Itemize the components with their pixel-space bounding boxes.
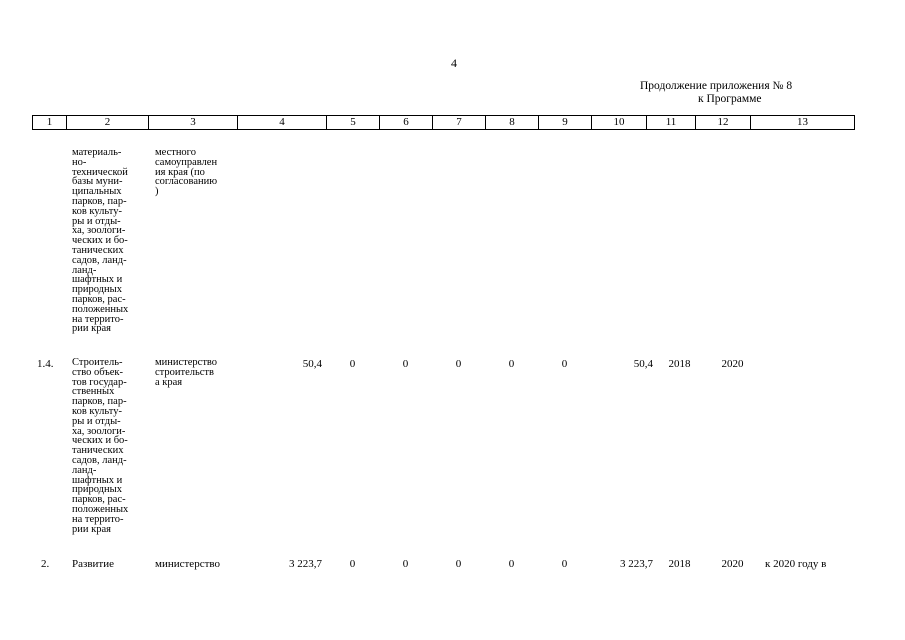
header-col-8: 8 bbox=[486, 116, 539, 129]
header-col-9: 9 bbox=[539, 116, 592, 129]
row-1-name: Строитель- ство объек- тов государ- ственных парков, пар- ков культу- ры и отды- ха, зоологи- ческих и бо- танических садов, ланд- ланд- шафтных и природных парков, рас- положенных на террито- рии края bbox=[72, 357, 129, 535]
row-1-col9: 0 bbox=[561, 358, 568, 370]
row-2-col7: 0 bbox=[455, 558, 462, 570]
row-2-name: Развитие bbox=[72, 558, 115, 570]
table-header-row bbox=[32, 115, 855, 130]
row-2-col13: к 2020 году в bbox=[765, 558, 827, 570]
row-1-executor: министерство строительств а края bbox=[155, 357, 218, 388]
row-2-col4: 3 223,7 bbox=[289, 558, 322, 570]
row-1-col7: 0 bbox=[455, 358, 462, 370]
continuation-note bbox=[640, 80, 820, 106]
row-0-name: материаль- но- технической базы муни- ципальных парков, пар- ков культу- ры и отды- ха, зоологи- ческих и бо- танических садов, ланд- ланд- шафтных и природных парков, рас- положенных на террито- рии края bbox=[72, 147, 129, 335]
row-2-col12: 2020 bbox=[721, 558, 744, 570]
row-2-executor: министерство bbox=[155, 558, 221, 570]
row-2-col11: 2018 bbox=[668, 558, 691, 570]
continuation-line-1: Продолжение приложения № 8 bbox=[640, 80, 793, 92]
header-col-1: 1 bbox=[33, 116, 67, 129]
header-col-11: 11 bbox=[647, 116, 696, 129]
row-2-col9: 0 bbox=[561, 558, 568, 570]
row-2-col10: 3 223,7 bbox=[620, 558, 653, 570]
header-col-5: 5 bbox=[327, 116, 380, 129]
header-col-10: 10 bbox=[592, 116, 647, 129]
header-col-3: 3 bbox=[149, 116, 238, 129]
header-col-6: 6 bbox=[380, 116, 433, 129]
row-1-col8: 0 bbox=[508, 358, 515, 370]
row-1-col4: 50,4 bbox=[302, 358, 322, 370]
row-2-col8: 0 bbox=[508, 558, 515, 570]
row-2-number: 2. bbox=[41, 558, 50, 570]
header-col-12: 12 bbox=[696, 116, 751, 129]
row-1-col6: 0 bbox=[402, 358, 409, 370]
row-1-number: 1.4. bbox=[37, 358, 54, 370]
header-col-7: 7 bbox=[433, 116, 486, 129]
row-1-col12: 2020 bbox=[721, 358, 744, 370]
header-col-4: 4 bbox=[238, 116, 327, 129]
header-col-2: 2 bbox=[67, 116, 149, 129]
row-2-col5: 0 bbox=[349, 558, 356, 570]
row-2-col6: 0 bbox=[402, 558, 409, 570]
row-0-executor: местного самоуправлен ия края (по согласованию ) bbox=[155, 147, 218, 198]
header-col-13: 13 bbox=[797, 116, 808, 128]
page-number: 4 bbox=[451, 56, 457, 70]
row-1-col11: 2018 bbox=[668, 358, 691, 370]
continuation-line-2: к Программе bbox=[698, 93, 762, 105]
row-1-col10: 50,4 bbox=[633, 358, 653, 370]
row-1-col5: 0 bbox=[349, 358, 356, 370]
